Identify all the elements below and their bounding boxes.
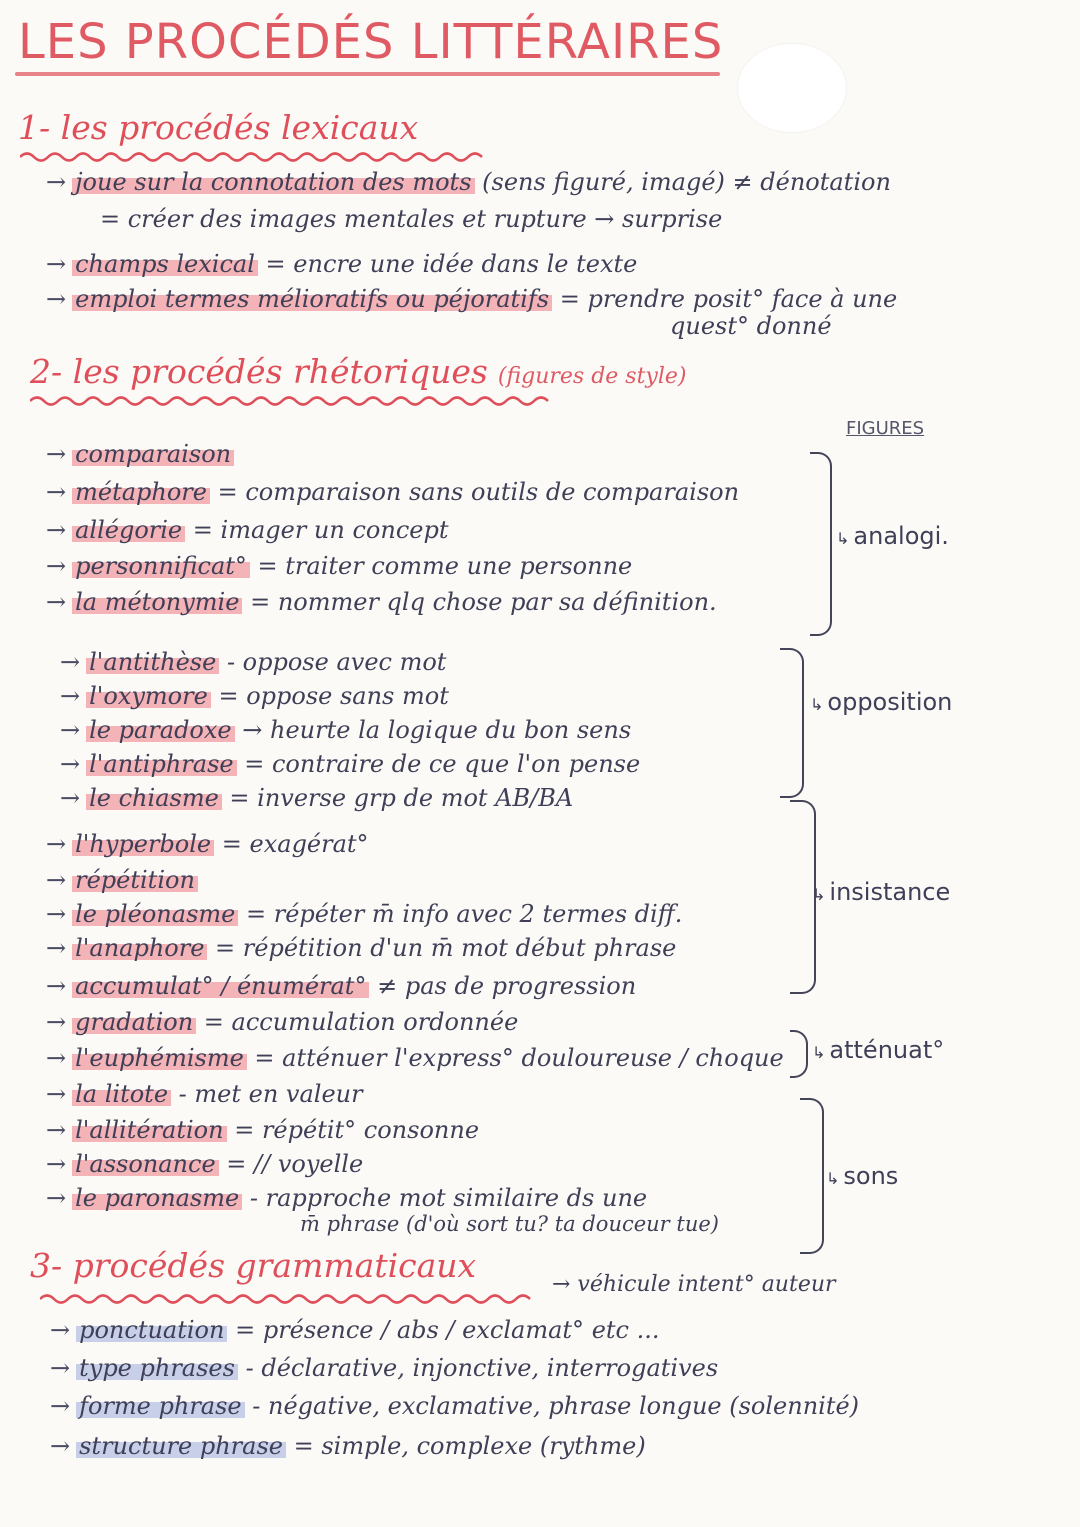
section-heading-text: 3- procédés grammaticaux: [30, 1246, 477, 1285]
grammatical-def: - négative, exclamative, phrase longue (solennité): [252, 1392, 860, 1420]
figure-term: la métonymie: [72, 588, 242, 616]
group-label-insistance: [812, 878, 950, 906]
figure-item: [60, 750, 640, 778]
figure-item: [60, 716, 631, 744]
wavy-underline: [30, 394, 550, 408]
lexical-term: joue sur la connotation des mots: [72, 168, 474, 196]
figure-term: l'antiphrase: [86, 750, 236, 778]
figure-term: gradation: [72, 1008, 196, 1036]
grammatical-def: - déclarative, injonctive, interrogatives: [245, 1354, 719, 1382]
arrow-icon: →: [46, 1116, 67, 1144]
group-label-opposition: [810, 688, 952, 716]
group-label-text: sons: [843, 1162, 899, 1190]
section-heading-text: 2- les procédés rhétoriques: [30, 352, 488, 391]
group-bracket: [790, 1030, 808, 1078]
lexical-line-2: [100, 205, 722, 233]
grammatical-term: type phrases: [76, 1354, 238, 1382]
arrow-icon: →: [46, 478, 67, 506]
group-bracket: [780, 648, 804, 798]
title-underline: [15, 72, 720, 76]
arrow-icon: →: [50, 1392, 71, 1420]
figure-def: = atténuer l'express° douloureuse / choque: [254, 1044, 784, 1072]
figure-item: [46, 588, 717, 616]
arrow-icon: →: [46, 1044, 67, 1072]
figure-def: = répétit° consonne: [234, 1116, 480, 1144]
arrow-icon: →: [60, 784, 81, 812]
figure-def: = // voyelle: [226, 1150, 364, 1178]
arrow-icon: →: [60, 648, 81, 676]
arrow-icon: →: [50, 1354, 71, 1382]
section-note: (figures de style): [497, 364, 687, 389]
figure-term: accumulat° / énumérat°: [72, 972, 369, 1000]
lexical-def: = encre une idée dans le texte: [265, 250, 638, 278]
arrow-icon: →: [60, 682, 81, 710]
figure-item: [46, 1080, 363, 1108]
figure-item: [46, 900, 682, 928]
figure-term: le pléonasme: [72, 900, 238, 928]
figure-item: [46, 1150, 363, 1178]
figure-term: comparaison: [72, 440, 234, 468]
section-note: → véhicule intent° auteur: [552, 1272, 836, 1297]
figure-term: l'hyperbole: [72, 830, 214, 858]
group-label-analogie: [836, 522, 949, 550]
arrow-icon: →: [46, 972, 67, 1000]
figure-term: la litote: [72, 1080, 171, 1108]
arrow-icon: →: [46, 250, 67, 278]
arrow-icon: ↳: [812, 885, 826, 904]
lexical-line-4: [46, 285, 897, 313]
figure-term: personnificat°: [72, 552, 250, 580]
section-heading-rhetoriques: [30, 352, 686, 391]
arrow-icon: →: [46, 1008, 67, 1036]
arrow-icon: ↳: [810, 695, 824, 714]
group-label-text: atténuat°: [829, 1036, 945, 1064]
figure-item: [60, 784, 573, 812]
figure-def: ≠ pas de progression: [377, 972, 637, 1000]
grammatical-term: structure phrase: [76, 1432, 286, 1460]
lexical-def: (sens figuré, imagé) ≠ dénotation: [482, 168, 891, 196]
figure-term: allégorie: [72, 516, 185, 544]
wavy-underline: [20, 150, 490, 164]
figure-def: - rapproche mot similaire ds une: [249, 1184, 648, 1212]
figure-item: [46, 830, 369, 858]
grammatical-line: [50, 1392, 859, 1420]
group-bracket: [810, 452, 832, 636]
figure-item: [46, 972, 636, 1000]
grammatical-def: = présence / abs / exclamat° etc ...: [235, 1316, 660, 1344]
figures-label: FIGURES: [846, 418, 925, 439]
arrow-icon: →: [46, 1184, 67, 1212]
figure-term: le chiasme: [86, 784, 222, 812]
figure-item: [46, 1044, 784, 1072]
figure-def: = accumulation ordonnée: [203, 1008, 519, 1036]
figure-def: = répéter m̄ info avec 2 termes diff.: [246, 900, 683, 928]
grammaticaux-note: [552, 1272, 836, 1297]
grammatical-line: [50, 1354, 718, 1382]
arrow-icon: →: [46, 552, 67, 580]
figure-def: = comparaison sans outils de comparaison: [217, 478, 740, 506]
group-label-attenuation: [812, 1036, 944, 1064]
arrow-icon: ↳: [826, 1169, 840, 1188]
section-heading-grammaticaux: [30, 1246, 476, 1285]
grammatical-term: ponctuation: [76, 1316, 227, 1344]
arrow-icon: ↳: [836, 529, 850, 548]
figure-item: [46, 478, 739, 506]
figure-term: le paradoxe: [86, 716, 235, 744]
arrow-icon: →: [46, 1150, 67, 1178]
group-label-sons: [826, 1162, 898, 1190]
lexical-line-5: [670, 312, 832, 340]
grammatical-line: [50, 1316, 660, 1344]
figure-term: métaphore: [72, 478, 210, 506]
white-circle-sticker: [738, 44, 846, 132]
figure-item: [46, 440, 234, 468]
figure-def: - met en valeur: [178, 1080, 363, 1108]
figure-def: = exagérat°: [221, 830, 369, 858]
figure-item: [60, 682, 449, 710]
lexical-term: champs lexical: [72, 250, 258, 278]
arrow-icon: →: [46, 934, 67, 962]
arrow-icon: →: [46, 285, 67, 313]
arrow-icon: →: [46, 588, 67, 616]
figure-term: le paronasme: [72, 1184, 242, 1212]
figure-item: [46, 866, 198, 894]
figure-def: = nommer qlq chose par sa définition.: [250, 588, 717, 616]
page-title: LES PROCÉDÉS LITTÉRAIRES: [18, 14, 724, 70]
section-heading-lexicaux: [18, 108, 418, 147]
figure-term: l'allitération: [72, 1116, 226, 1144]
figure-term: répétition: [72, 866, 198, 894]
figure-item: [46, 934, 676, 962]
group-label-text: insistance: [829, 878, 951, 906]
figure-def: = inverse grp de mot AB/BA: [229, 784, 574, 812]
figure-term: l'anaphore: [72, 934, 207, 962]
figure-def: m̄ phrase (d'où sort tu? ta douceur tue): [300, 1212, 719, 1236]
grammatical-def: = simple, complexe (rythme): [293, 1432, 646, 1460]
figure-def: = traiter comme une personne: [257, 552, 633, 580]
figure-item: [60, 648, 446, 676]
lexical-term: emploi termes mélioratifs ou péjoratifs: [72, 285, 552, 313]
figure-item-continued: [300, 1212, 719, 1236]
group-label-text: opposition: [827, 688, 953, 716]
arrow-icon: →: [46, 900, 67, 928]
figure-def: = contraire de ce que l'on pense: [244, 750, 641, 778]
lexical-line-1: [46, 168, 891, 196]
arrow-icon: →: [46, 866, 67, 894]
arrow-icon: →: [46, 516, 67, 544]
arrow-icon: →: [60, 716, 81, 744]
figure-term: l'antithèse: [86, 648, 219, 676]
figure-term: l'assonance: [72, 1150, 219, 1178]
arrow-icon: →: [46, 830, 67, 858]
wavy-underline: [40, 1292, 540, 1306]
lexical-line-3: [46, 250, 637, 278]
figure-def: = oppose sans mot: [218, 682, 449, 710]
arrow-icon: →: [46, 1080, 67, 1108]
arrow-icon: →: [50, 1432, 71, 1460]
figure-item: [46, 1008, 518, 1036]
lexical-def: quest° donné: [670, 312, 832, 340]
figure-item: [46, 516, 448, 544]
grammatical-line: [50, 1432, 646, 1460]
figure-item: [46, 1184, 647, 1212]
figure-def: - oppose avec mot: [226, 648, 447, 676]
arrow-icon: →: [46, 168, 67, 196]
section-heading-text: 1- les procédés lexicaux: [18, 108, 419, 147]
arrow-icon: →: [46, 440, 67, 468]
grammatical-term: forme phrase: [76, 1392, 245, 1420]
figure-item: [46, 552, 632, 580]
arrow-icon: →: [60, 750, 81, 778]
figure-def: = imager un concept: [192, 516, 449, 544]
figure-item: [46, 1116, 479, 1144]
lexical-def: = prendre posit° face à une: [559, 285, 898, 313]
figure-def: → heurte la logique du bon sens: [242, 716, 632, 744]
figure-def: = répétition d'un m̄ mot début phrase: [215, 934, 677, 962]
arrow-icon: →: [50, 1316, 71, 1344]
lexical-def: = créer des images mentales et rupture → surprise: [100, 205, 723, 233]
group-bracket: [800, 1098, 824, 1254]
figure-term: l'euphémisme: [72, 1044, 247, 1072]
arrow-icon: ↳: [812, 1043, 826, 1062]
figure-term: l'oxymore: [86, 682, 211, 710]
group-label-text: analogi.: [853, 522, 949, 550]
